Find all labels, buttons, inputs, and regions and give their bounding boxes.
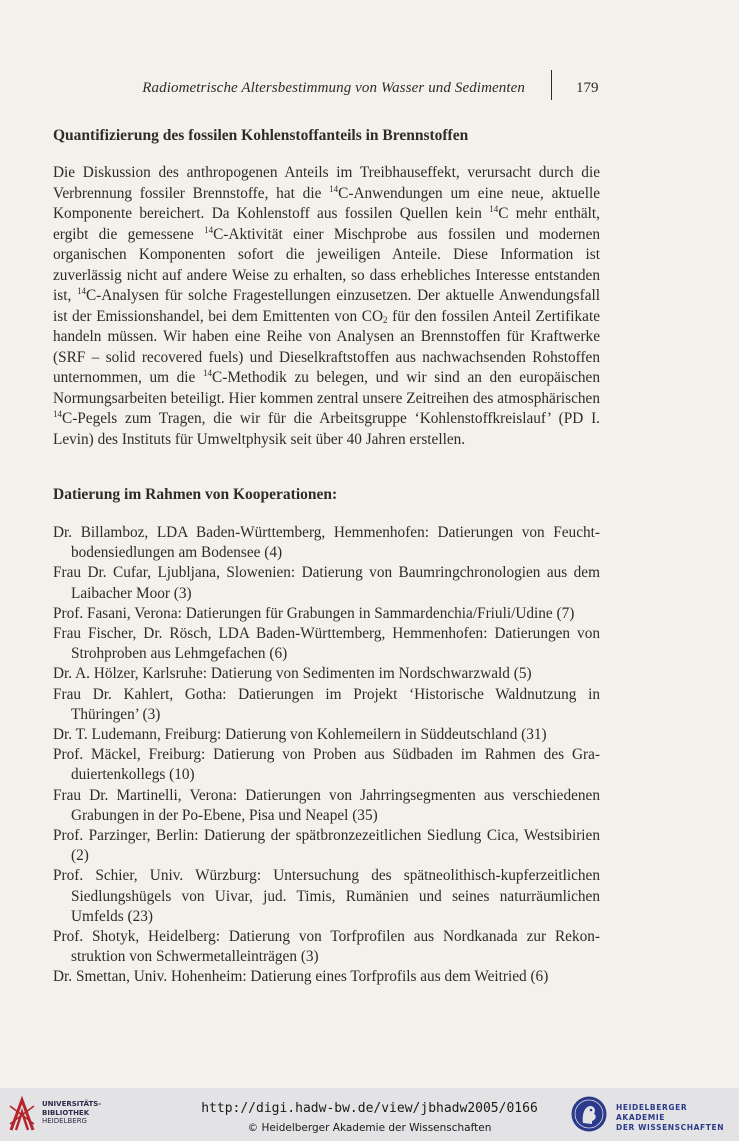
section-title-cooperations: Datierung im Rahmen von Kooperationen: (53, 486, 338, 503)
viewer-footer (0, 1088, 739, 1141)
copyright-notice: © Heidelberger Akademie der Wissenschaften (247, 1122, 492, 1134)
list-item: Dr. Billamboz, LDA Baden-Württemberg, Hemmenhofen: Datierungen von Feuchtbodensiedlungen am Bodensee (4) (53, 524, 600, 562)
section-title-fossil-carbon: Quantifizierung des fossilen Kohlenstoffanteils in Brennstoffen (53, 127, 469, 144)
running-header (0, 78, 739, 102)
list-item: Prof. Parzinger, Berlin: Datierung der spätbronzezeitlichen Siedlung Cica, Westsibirien (2) (53, 827, 600, 865)
list-item: Frau Dr. Cufar, Ljubljana, Slowenien: Datierung von Baumringchronologien aus dem Laibacher Moor (3) (53, 564, 600, 602)
section-fossil-carbon (53, 126, 600, 450)
cooperation-list (53, 523, 600, 988)
list-item: Prof. Fasani, Verona: Datierungen für Grabungen in Sammardenchia/Friuli/Udine (7) (53, 604, 575, 622)
section-cooperations (53, 485, 600, 988)
academy-name: HEIDELBERGER AKADEMIE DER WISSENSCHAFTEN (616, 1103, 725, 1132)
list-item: Frau Fischer, Dr. Rösch, LDA Baden-Württemberg, Hemmenhofen: Datierungen von Strohproben aus Lehmgefachen (6) (53, 625, 600, 663)
page-number: 179 (576, 80, 599, 96)
list-item: Dr. Smettan, Univ. Hohenheim: Datierung eines Torfprofils aus dem Weitried (6) (53, 968, 549, 986)
university-library-name: UNIVERSITÄTS- BIBLIOTHEK HEIDELBERG (42, 1100, 102, 1125)
paragraph-fossil-carbon: Die Diskussion des anthropogenen Anteils im Treibhauseffekt, verursacht durch die Verbrennung fossiler Brennstoffe, hat die $^{14}$C-Anwendungen um eine neue, aktuelle Komponente bereichert. Da Kohlenstoff aus fossilen Quellen kein $^{14}$C mehr enthält, ergibt die gemessene $^{14}$C-Aktivität einer Mischprobe aus fossilen und modernen organischen Komponenten sofort die jeweiligen Anteile. Diese Information ist zuverlässig nicht auf andere Weise zu erhalten, so dass erhebliches Interesse entstanden ist, $^{14}$C-Analysen für solche Fragestellungen einzusetzen. Der aktuelle Anwendungsfall ist der Emissionshandel, bei dem Emittenten von $CO_2$ für den fossilen Anteil Zertifikate handeln müssen. Wir haben eine Reihe von Analysen an Brennstoffen für Kraftwerke (SRF – solid recovered fuels) und Dieselkraftstoffen aus nachwachsenden Rohstoffen unternommen, um die $^{14}$C-Methodik zu belegen, und wir sind an den europäischen Normungsarbeiten beteiligt. Hier kommen zentral unsere Zeitreihen des atmosphärischen $^{14}$C-Pegels zum Tragen, die wir für die Arbeitsgruppe ‘Kohlenstoffkreislauf’ (PD I. Levin) des Instituts für Umweltphysik seit über 40 Jahren erstellen. (53, 164, 601, 448)
list-item: Prof. Schier, Univ. Würzburg: Untersuchung des spätneolithisch-kupferzeitlichen Siedlungshügels von Uivar, jud. Timis, Rumänien und seines naturräumlichen Umfelds (23) (53, 867, 600, 925)
permalink-url[interactable]: http://digi.hadw-bw.de/view/jbhadw2005/0166 (201, 1101, 538, 1116)
list-item: Dr. A. Hölzer, Karlsruhe: Datierung von Sedimenten im Nordschwarzwald (5) (53, 665, 532, 683)
running-title: Radiometrische Altersbestimmung von Wasser und Sedimenten (142, 80, 525, 96)
academy-seal-icon (570, 1095, 608, 1133)
list-item: Frau Dr. Martinelli, Verona: Datierungen von Jahrringsegmenten aus verschiedenen Grabungen in der Po-Ebene, Pisa und Neapel (35) (53, 786, 600, 824)
header-divider (551, 70, 552, 100)
list-item: Frau Dr. Kahlert, Gotha: Datierungen im Projekt ‘Historische Waldnutzung in Thüringen’ (3) (53, 685, 600, 723)
list-item: Prof. Shotyk, Heidelberg: Datierung von Torfprofilen aus Nordkanada zur Rekonstruktion von Schwermetalleinträgen (3) (53, 928, 600, 966)
list-item: Prof. Mäckel, Freiburg: Datierung von Proben aus Südbaden im Rahmen des Graduiertenkollegs (10) (53, 746, 600, 784)
list-item: Dr. T. Ludemann, Freiburg: Datierung von Kohlemeilern in Süddeutschland (31) (53, 726, 547, 744)
